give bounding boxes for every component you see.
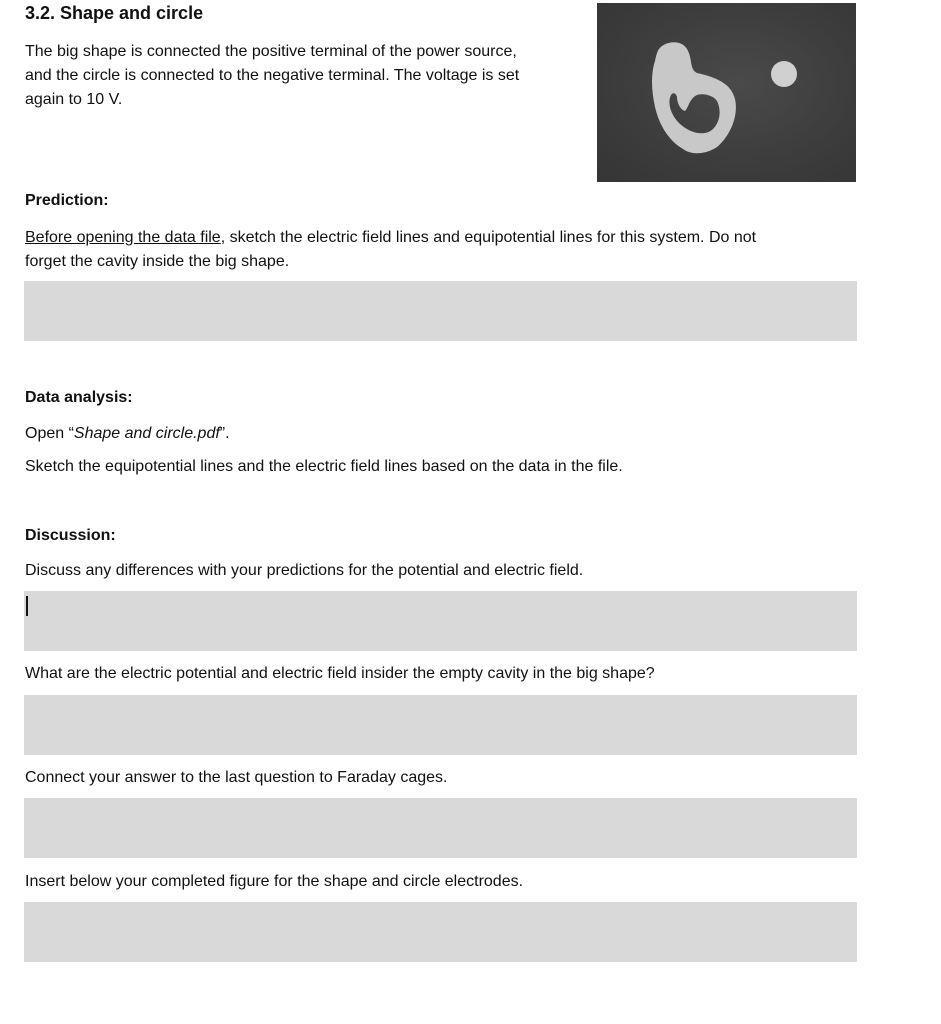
section-title: 3.2. Shape and circle	[25, 3, 204, 23]
prediction-line-2: forget the cavity inside the big shape.	[25, 253, 290, 270]
sketch-instruction: Sketch the equipotential lines and the electric field lines based on the data in the file.	[25, 458, 623, 475]
open-suffix: ”.	[219, 425, 230, 442]
discussion-question-4: Insert below your completed figure for the shape and circle electrodes.	[25, 873, 524, 890]
prediction-answer-box[interactable]	[24, 281, 857, 341]
intro-paragraph	[25, 40, 595, 112]
open-prefix: Open “	[25, 425, 74, 442]
prediction-text	[25, 226, 756, 274]
intro-line-1: The big shape is connected the positive terminal of the power source,	[25, 43, 517, 60]
prediction-line-1	[25, 226, 756, 250]
discussion-answer-box-2[interactable]	[24, 695, 857, 755]
discussion-answer-box-3[interactable]	[24, 798, 857, 858]
figure-insert-box[interactable]	[24, 902, 857, 962]
data-analysis-heading: Data analysis:	[25, 389, 133, 406]
data-file-name: Shape and circle.pdf	[73, 425, 220, 442]
prediction-line-1-rest: , sketch the electric field lines and equipotential lines for this system. Do not	[220, 229, 757, 246]
discussion-answer-box-1[interactable]	[24, 591, 857, 651]
prediction-heading: Prediction:	[25, 192, 109, 209]
discussion-heading: Discussion:	[25, 527, 116, 544]
big-shape-electrode	[652, 42, 736, 153]
electrode-photo-drawing	[597, 3, 856, 182]
discussion-question-3: Connect your answer to the last question to Faraday cages.	[25, 769, 448, 786]
text-cursor	[26, 596, 28, 616]
discussion-question-1: Discuss any differences with your predictions for the potential and electric field.	[25, 562, 584, 579]
intro-line-2: and the circle is connected to the negative terminal. The voltage is set	[25, 67, 520, 84]
electrode-photo	[597, 3, 856, 182]
intro-line-3: again to 10 V.	[25, 91, 123, 108]
open-file-instruction	[25, 422, 230, 446]
circle-electrode	[771, 61, 797, 87]
prediction-underlined-text: Before opening the data file	[25, 229, 221, 246]
discussion-question-2: What are the electric potential and electric field insider the empty cavity in the big shape?	[25, 665, 655, 682]
